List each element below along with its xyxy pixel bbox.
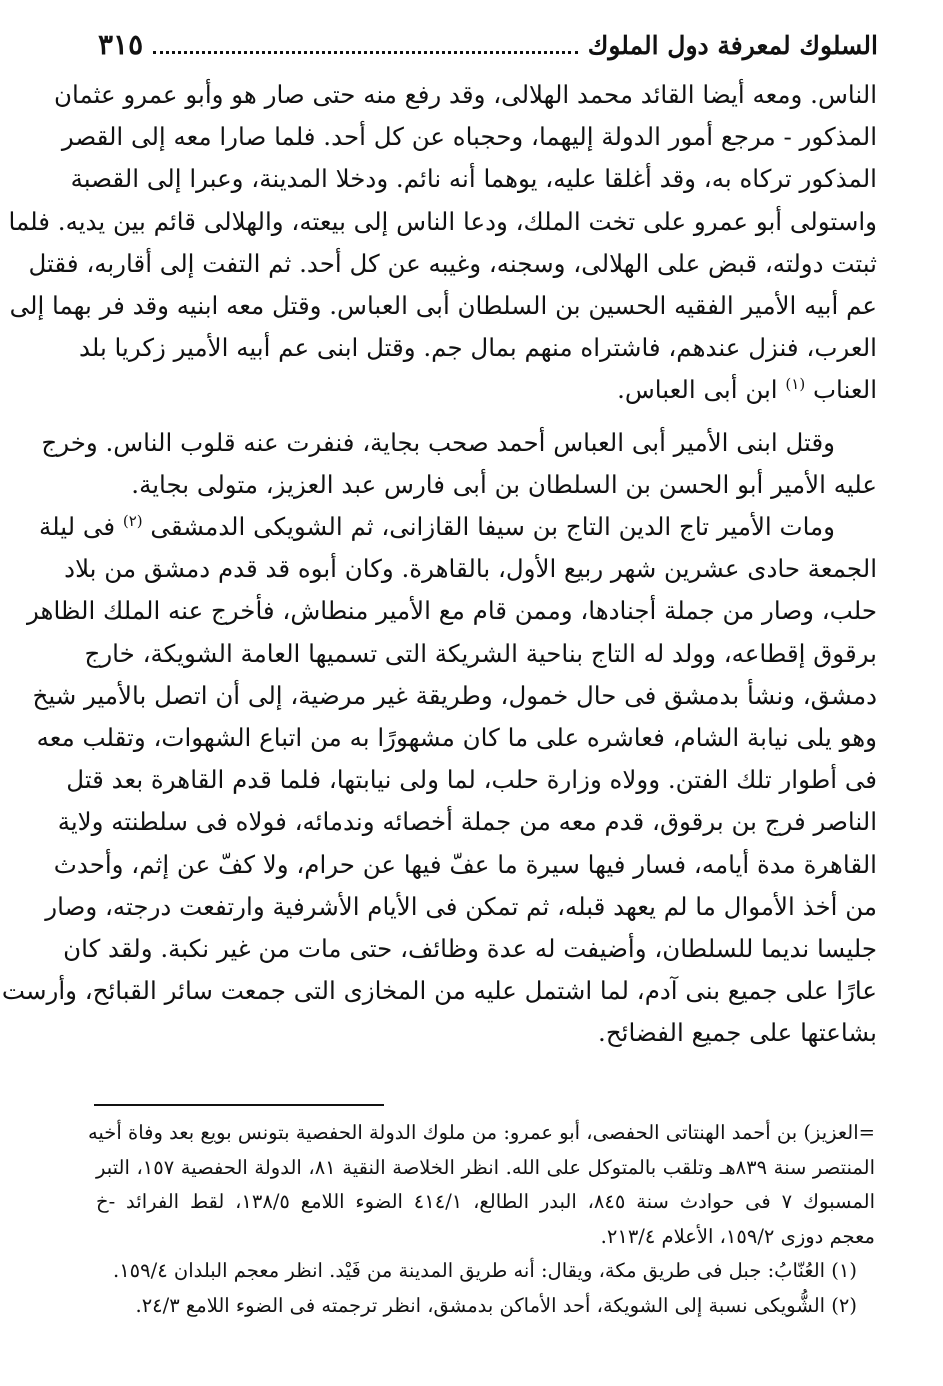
footnote-line: المنتصر سنة ٨٣٩هـ وتلقب بالمتوكل على الله. انظر الخلاصة النقية ٨١، الدولة الحفصية ١٥٧، التبر	[96, 1155, 875, 1179]
text-line: عم أبيه الأمير الفقيه الحسين بن السلطان أبى العباس. وقتل معه ابنيه وقد فر بهما إلى	[9, 291, 877, 321]
main-text	[1, 74, 877, 1055]
footnote-reference: (١)	[785, 375, 806, 394]
footnotes	[87, 1116, 875, 1324]
text-line: فى أطوار تلك الفتن. وولاه وزارة حلب، لما ولى نيابتها، فلما قدم القاهرة بعد قتل	[66, 765, 877, 795]
text-line: عليه الأمير أبو الحسن بن السلطان بن أبى فارس عبد العزيز، متولى بجاية.	[131, 469, 877, 499]
text-line	[92, 369, 877, 411]
text-line: المذكور - مرجع أمور الدولة إليهما، وحجباه عن كل أحد. فلما صارا معه إلى القصر	[61, 122, 877, 152]
running-title: السلوك لمعرفة دول الملوك	[587, 31, 878, 60]
text-line: وهو يلى نيابة الشام، فعاشره على ما كان مشهورًا به من اتباع الشهوات، وتقلب معه	[36, 723, 877, 753]
text-fragment: العناب	[812, 375, 877, 405]
text-line: واستولى أبو عمرو على تخت الملك، ودعا الناس إلى بيعته، والهلالى قائم بين يديه. فلما	[8, 206, 877, 236]
header-dot-leader	[153, 50, 578, 54]
text-line: القاهرة مدة أيامه، فسار فيها سيرة ما عفّ فيها عن حرام، ولا كفّ عن إثم، وأحدث	[53, 849, 877, 879]
text-line: ثبتت دولته، قبض على الهلالى، وسجنه، وغيبه عن كل أحد. ثم التفت إلى أقاربه، فقتل	[28, 248, 877, 278]
footnote-line: =العزيز) بن أحمد الهنتاتى الحفصى، أبو عمرو: من ملوك الدولة الحفصية بتونس بويع بعد وفاة أخيه	[87, 1121, 875, 1144]
text-line: دمشق، ونشأ بدمشق فى حال خمول، وطريقة غير مرضية، إلى أن اتصل بالأمير شيخ	[32, 680, 877, 710]
text-line: العرب، فنزل عندهم، فاشتراه منهم بمال جم. وقتل ابنى عم أبيه الأمير زكريا بلد	[78, 333, 877, 363]
footnote-line: المسبوك ٧ فى حوادث سنة ٨٤٥، البدر الطالع، ٤١٤/١ الضوء اللامع ١٣٨/٥، لقط الفرائد -خ	[96, 1190, 875, 1214]
page-number: ٣١٥	[98, 28, 144, 61]
footnote-reference: (٢)	[122, 511, 143, 530]
footnote-2: (٢) الشُّويكى نسبة إلى الشويكة، أحد الأماكن بدمشق، انظر ترجمته فى الضوء اللامع ٢٤/٣.	[135, 1293, 857, 1317]
footnote-1: (١) العُنّابُ: جبل فى طريق مكة، ويقال: أنه طريق المدينة من فَيْد. انظر معجم البلدان ١٥٩/٤.	[113, 1259, 857, 1283]
text-fragment: ومات الأمير تاج الدين التاج بن سيفا القازانى، ثم الشويكى الدمشقى	[150, 512, 835, 542]
footnote-line: معجم دوزى ١٥٩/٢، الأعلام ٢١٣/٤.	[600, 1224, 875, 1248]
text-fragment: فى ليلة	[39, 512, 116, 542]
text-line: حلب، وصار من جملة أجنادها، وممن قام مع الأمير منطاش، فأخرج عنه الملك الظاهر	[27, 596, 877, 626]
text-line	[39, 506, 877, 548]
text-line: جليسا نديما للسلطان، وأضيفت له عدة وظائف، حتى مات من غير نكبة. ولقد كان	[63, 934, 877, 964]
text-line: المذكور تركاه به، وقد أغلقا عليه، يوهما أنه نائم. ودخلا المدينة، وعبرا إلى القصبة	[70, 164, 877, 194]
text-line: برقوق إقطاعه، وولد له التاج بناحية الشريكة التى تسميها العامة الشويكة، خارج	[84, 638, 877, 668]
text-line: وقتل ابنى الأمير أبى العباس أحمد صحب بجاية، فنفرت عنه قلوب الناس. وخرج	[41, 427, 835, 457]
text-fragment: ابن أبى العباس.	[617, 375, 778, 405]
text-line: الجمعة حادى عشرين شهر ربيع الأول، بالقاهرة. وكان أبوه قد قدم دمشق من بلاد	[64, 554, 877, 584]
text-line: بشاعتها على جميع الفضائح.	[598, 1018, 877, 1048]
page-header	[98, 28, 878, 68]
text-line: الناس. ومعه أيضا القائد محمد الهلالى، وقد رفع منه حتى صار هو وأبو عمرو عثمان	[54, 80, 877, 109]
text-line: من أخذ الأموال ما لم يعهد قبله، ثم تمكن فى الأيام الأشرفية وارتفعت درجته، وصار	[45, 891, 877, 921]
text-line: عارًا على جميع بنى آدم، لما اشتمل عليه من المخازى التى جمعت سائر القبائح، وأرست	[1, 976, 877, 1006]
footnote-separator	[94, 1104, 384, 1106]
text-line: الناصر فرج بن برقوق، قدم معه من جملة أخصائه وندمائه، فولاه فى سلطنته ولاية	[57, 807, 877, 837]
